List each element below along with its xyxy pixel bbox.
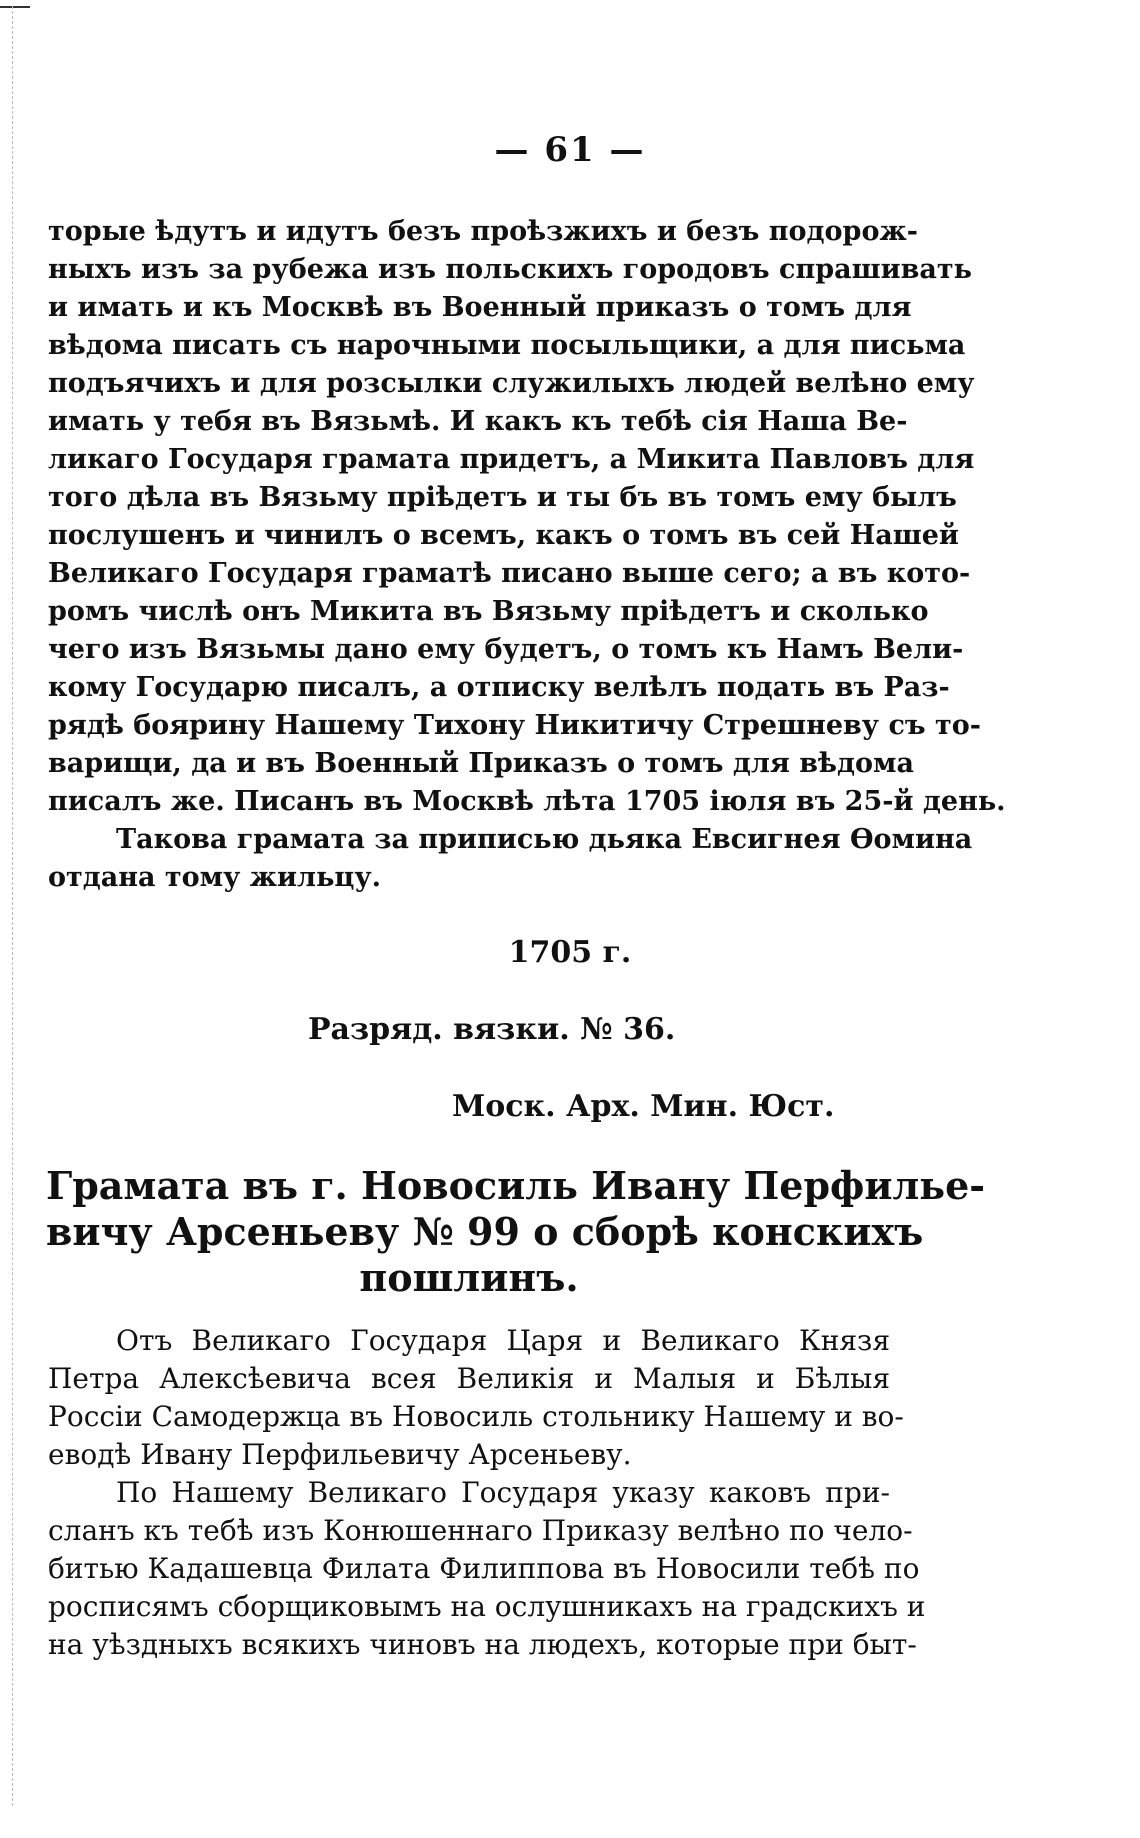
- text-line: ромъ числѣ онъ Микита въ Вязьму пріѣдетъ и сколько: [48, 596, 929, 627]
- text-line: торые ѣдутъ и идутъ безъ проѣзжихъ и безъ подорож-: [48, 216, 918, 247]
- note-line: отдана тому жильцу.: [48, 862, 382, 893]
- page-number: — 61 —: [494, 130, 646, 170]
- text-line: варищи, да и въ Военный Приказъ о томъ для вѣдома: [48, 748, 914, 779]
- source-reference: Разряд. вязки. № 36.: [308, 1012, 676, 1047]
- heading-line: вичу Арсеньеву № 99 о сборѣ конскихъ: [46, 1209, 924, 1254]
- text-line: чего изъ Вязьмы дано ему будетъ, о томъ къ Намъ Вели-: [48, 634, 964, 665]
- text-line: Отъ Великаго Государя Царя и Великаго Князя: [116, 1324, 890, 1357]
- letter-continuation: [48, 213, 1006, 897]
- text-line: Великаго Государя граматѣ писано выше сего; а въ кото-: [48, 558, 971, 589]
- note-line: Такова грамата за приписью дьяка Евсигнея Ѳомина: [116, 824, 973, 855]
- text-line: ликаго Государя грамата придетъ, а Микита Павловъ для: [48, 444, 975, 475]
- text-line: битью Кадашевца Филата Филиппова въ Новосили тебѣ по: [48, 1552, 920, 1585]
- text-line: подъячихъ и для розсылки служилыхъ людей велѣно ему: [48, 368, 975, 399]
- text-line: ныхъ изъ за рубежа изъ польскихъ городовъ спрашивать: [48, 254, 972, 285]
- page-edge-line: [12, 6, 13, 1806]
- new-letter-body: [48, 1322, 926, 1664]
- text-line: того дѣла въ Вязьму пріѣдетъ и ты бъ въ томъ ему былъ: [48, 482, 957, 513]
- document-heading: [46, 1163, 986, 1301]
- text-line: сланъ къ тебѣ изъ Конюшеннаго Приказу велѣно по чело-: [48, 1514, 913, 1547]
- text-line: вѣдома писать съ нарочными посыльщики, а для письма: [48, 330, 966, 361]
- text-line: и имать и къ Москвѣ въ Военный приказъ о томъ для: [48, 292, 912, 323]
- text-line: По Нашему Великаго Государя указу каковъ при-: [116, 1476, 890, 1509]
- text-line: кому Государю писалъ, а отписку велѣлъ подать въ Раз-: [48, 672, 950, 703]
- heading-line: пошлинъ.: [359, 1255, 579, 1300]
- text-line: росписямъ сборщиковымъ на ослушникахъ на градскихъ и: [48, 1590, 926, 1623]
- text-line: имать у тебя въ Вязьмѣ. И какъ къ тебѣ сія Наша Ве-: [48, 406, 908, 437]
- crop-mark: [0, 6, 30, 8]
- text-line: Россіи Самодержца въ Новосиль стольнику Нашему и во-: [48, 1400, 904, 1433]
- text-line: писалъ же. Писанъ въ Москвѣ лѣта 1705 іюля въ 25-й день.: [48, 786, 1006, 817]
- document-year: 1705 г.: [508, 935, 632, 970]
- archive-reference: Моск. Арх. Мин. Юст.: [452, 1089, 835, 1124]
- text-line: рядѣ боярину Нашему Тихону Никитичу Стрешневу съ то-: [48, 710, 981, 741]
- text-line: еводѣ Ивану Перфильевичу Арсеньеву.: [48, 1438, 632, 1471]
- text-line: Петра Алексѣевича всея Великія и Малыя и Бѣлыя: [48, 1362, 890, 1395]
- heading-line: Грамата въ г. Новосиль Ивану Перфилье-: [46, 1163, 986, 1208]
- text-line: на уѣздныхъ всякихъ чиновъ на людехъ, которые при быт-: [48, 1628, 917, 1661]
- text-line: послушенъ и чинилъ о всемъ, какъ о томъ въ сей Нашей: [48, 520, 959, 551]
